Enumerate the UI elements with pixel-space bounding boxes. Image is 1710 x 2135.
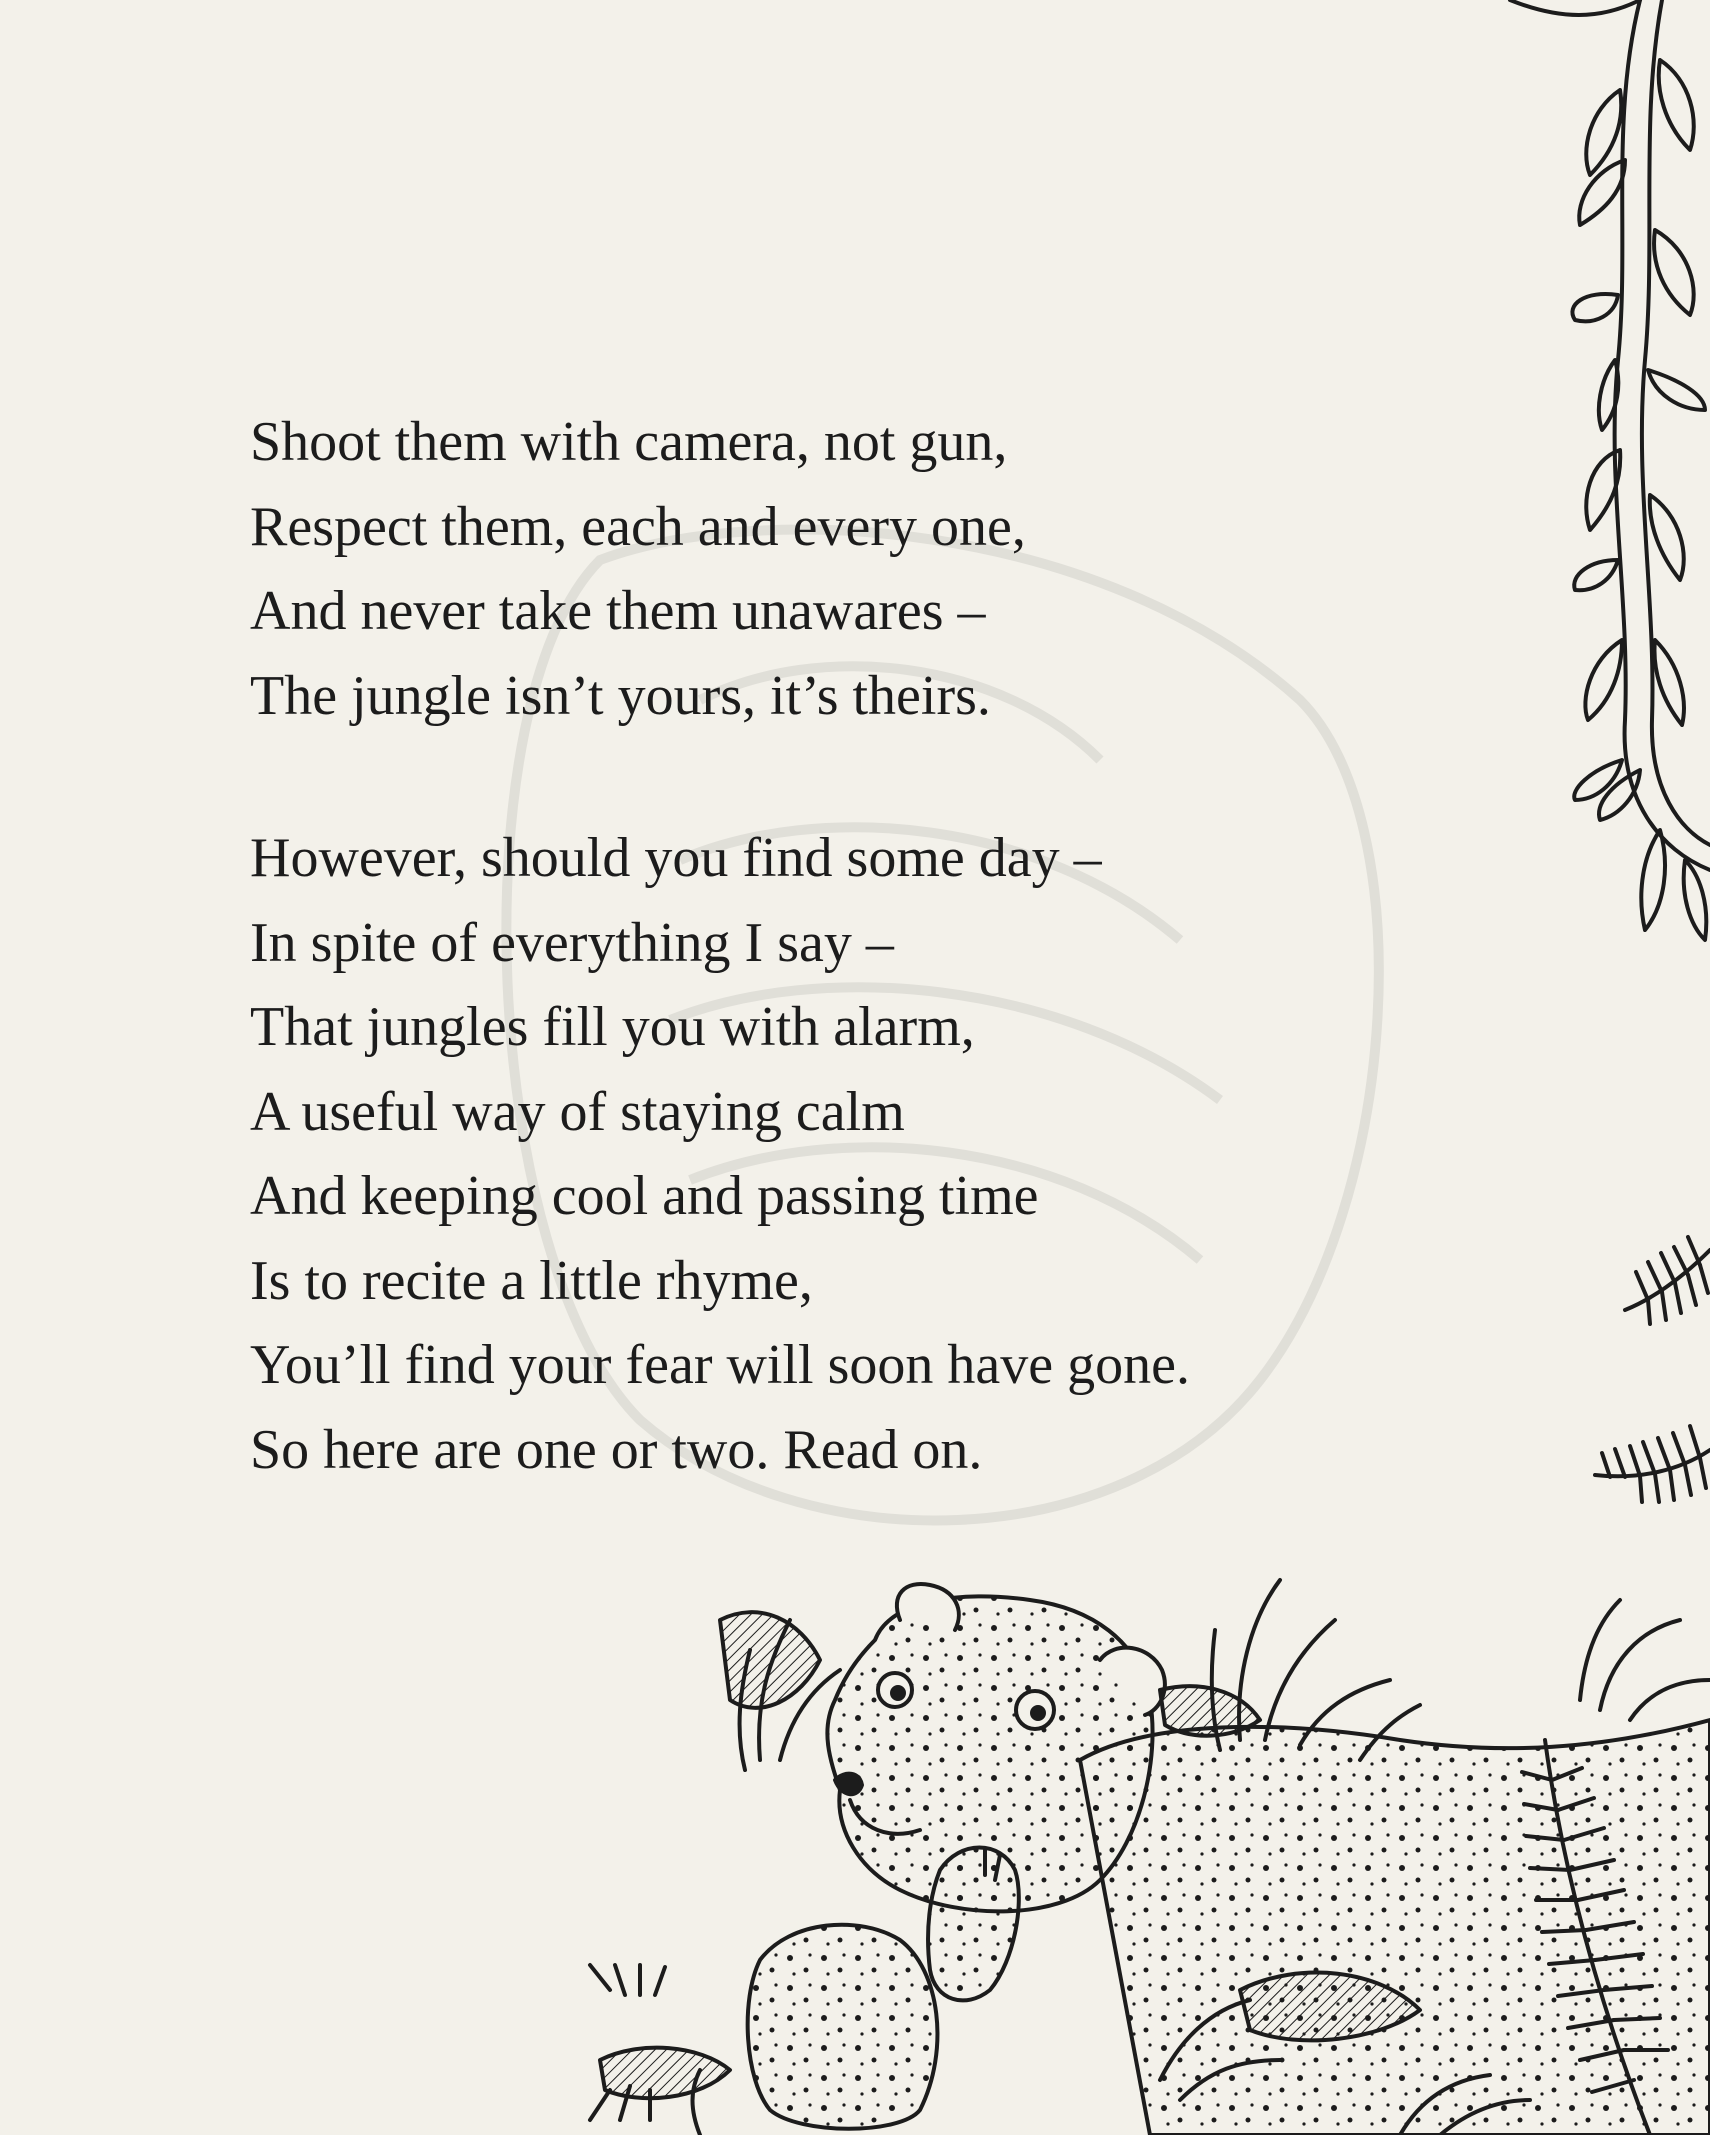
poem-line: And keeping cool and passing time	[250, 1165, 1039, 1227]
poem-line: Respect them, each and every one,	[250, 495, 1026, 558]
poem-line: However, should you find some day –	[250, 827, 1102, 889]
poem-line: That jungles fill you with alarm,	[250, 996, 975, 1058]
poem-line: So here are one or two. Read on.	[250, 1418, 983, 1481]
poem-line: You’ll find your fear will soon have gone.	[250, 1334, 1190, 1396]
poem-line: Is to recite a little rhyme,	[250, 1249, 813, 1312]
poem-line: And never take them unawares –	[250, 580, 986, 642]
poem-line: Shoot them with camera, not gun,	[250, 411, 1008, 473]
poem-line: The jungle isn’t yours, it’s theirs.	[250, 664, 991, 727]
poem-line: In spite of everything I say –	[250, 911, 894, 974]
poem-line: A useful way of staying calm	[250, 1080, 905, 1143]
